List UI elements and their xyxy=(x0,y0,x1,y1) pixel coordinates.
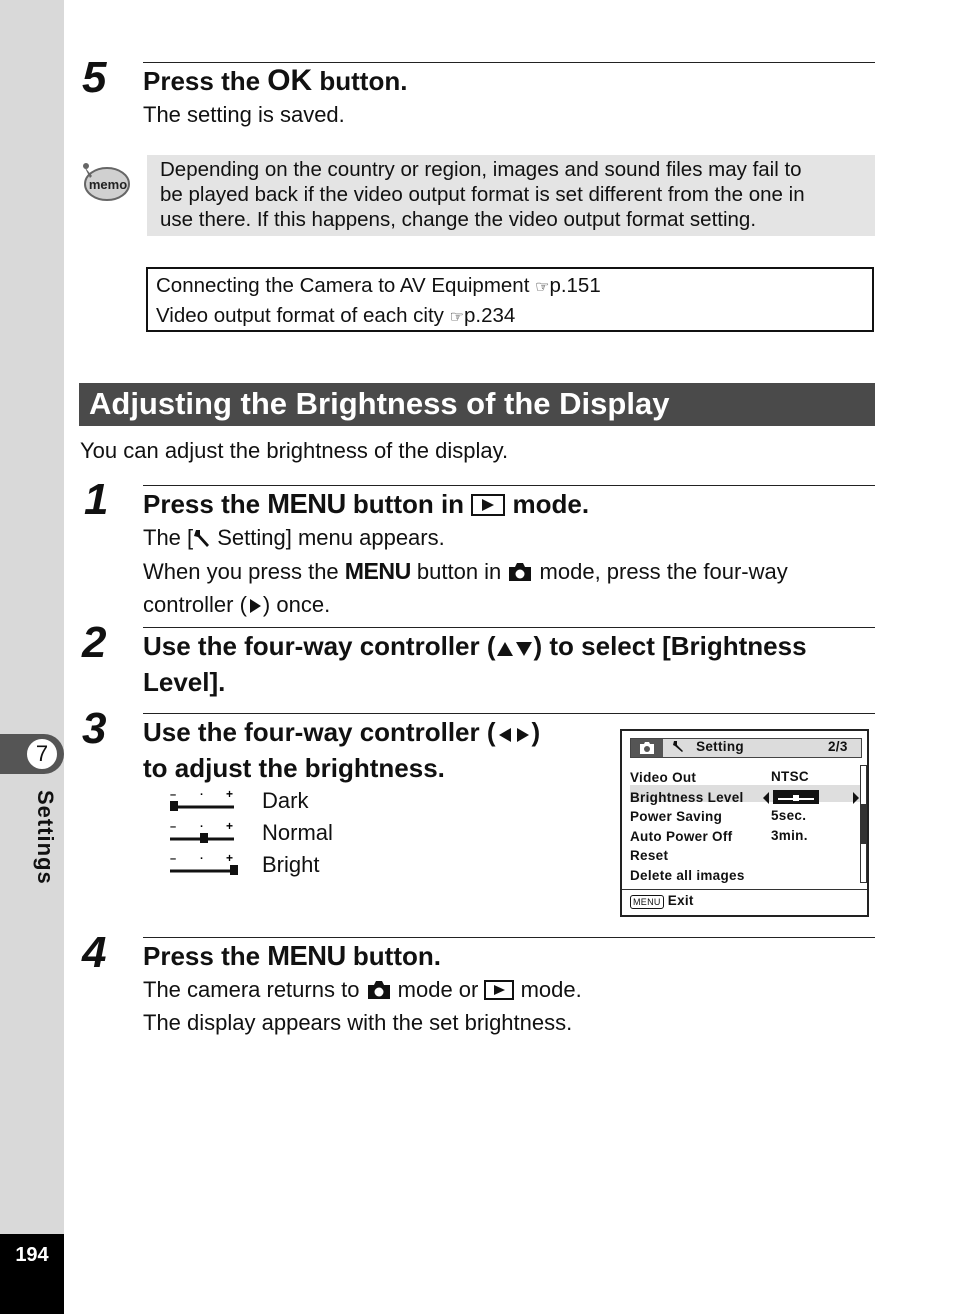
step2-rule xyxy=(143,627,875,628)
chapter-number: 7 xyxy=(25,737,59,771)
pointing-hand-icon: ☞ xyxy=(449,309,464,326)
step2-line: Level]. xyxy=(143,667,226,697)
step2-line xyxy=(143,630,878,666)
memo-line: Depending on the country or region, images and sound files may fail to xyxy=(160,158,802,181)
lcd-scrollbar-thumb[interactable] xyxy=(861,804,866,844)
text: mode, press the four-way xyxy=(533,559,788,584)
step4-rule xyxy=(143,937,875,938)
brightness-scale-icon xyxy=(168,789,238,815)
reference-page: p.151 xyxy=(549,274,601,297)
lcd-exit-label: Exit xyxy=(667,893,694,908)
menu-button-label: MENU xyxy=(344,558,411,584)
brightness-scale-icon xyxy=(168,821,238,847)
lcd-row-label[interactable]: Delete all images xyxy=(630,867,745,883)
step5-body: The setting is saved. xyxy=(143,102,345,127)
svg-text:·: · xyxy=(200,821,204,833)
svg-text:–: – xyxy=(170,821,177,833)
step1-title-end: mode. xyxy=(505,489,590,519)
playback-mode-icon xyxy=(471,491,505,524)
lcd-row-value: NTSC xyxy=(771,769,809,784)
step2-number: 2 xyxy=(82,618,107,667)
step4-number: 4 xyxy=(82,928,107,977)
lcd-header-title: Setting xyxy=(696,739,744,754)
step5-number: 5 xyxy=(82,53,107,102)
step4-title xyxy=(143,939,441,973)
step4-line: The display appears with the set brightness. xyxy=(143,1010,573,1035)
step1-body xyxy=(143,523,788,623)
lcd-brightness-slider[interactable] xyxy=(771,787,809,807)
step1-line xyxy=(143,556,788,590)
text: Setting] menu appears. xyxy=(211,525,445,550)
step3-line: to adjust the brightness. xyxy=(143,753,445,783)
text: The [ xyxy=(143,525,194,550)
camera-mode-icon xyxy=(366,978,392,1008)
section-intro: You can adjust the brightness of the display. xyxy=(80,438,509,463)
lcd-camera-tab xyxy=(631,739,663,757)
lcd-row-label[interactable]: Reset xyxy=(630,848,669,863)
text: Use the four-way controller ( xyxy=(143,631,496,661)
memo-line: use there. If this happens, change the video output format setting. xyxy=(160,208,757,231)
step1-title-text: Press the xyxy=(143,489,268,519)
right-arrow-icon xyxy=(514,719,532,752)
step1-number: 1 xyxy=(84,475,109,524)
lcd-row-label[interactable]: Video Out xyxy=(630,770,697,785)
step2-title xyxy=(143,630,878,699)
brightness-marker xyxy=(170,801,178,811)
svg-text:–: – xyxy=(170,789,177,801)
step5-title xyxy=(143,64,407,98)
menu-button-label: MENU xyxy=(267,488,346,519)
left-arrow-icon xyxy=(496,719,514,752)
ok-button-label: OK xyxy=(267,64,313,97)
step1-title xyxy=(143,487,589,524)
reference-text: Connecting the Camera to AV Equipment xyxy=(156,274,536,297)
reference-list xyxy=(156,272,601,332)
lcd-page-indicator: 2/3 xyxy=(828,739,848,754)
lcd-row-label[interactable]: Auto Power Off xyxy=(630,828,733,844)
menu-button-label: MENU xyxy=(267,940,346,971)
text: The camera returns to xyxy=(143,977,366,1002)
lcd-footer-divider xyxy=(622,889,867,890)
page-number: 194 xyxy=(15,1244,49,1266)
right-arrow-icon xyxy=(247,593,263,623)
text: button in xyxy=(410,559,508,584)
lcd-row-label[interactable]: Brightness Level xyxy=(630,789,744,805)
level-label: Dark xyxy=(262,788,309,813)
brightness-level-bright xyxy=(168,850,368,882)
brightness-marker xyxy=(200,833,208,843)
level-label: Bright xyxy=(262,852,320,877)
down-arrow-icon xyxy=(514,633,534,666)
section-title: Adjusting the Brightness of the Display xyxy=(89,386,670,421)
text: ) to select [Brightness xyxy=(533,631,807,661)
up-arrow-icon xyxy=(496,633,514,666)
step3-line xyxy=(143,716,603,752)
camera-lcd-screen xyxy=(620,729,869,917)
step5-title-end: button. xyxy=(312,66,408,96)
step5-rule xyxy=(143,62,875,63)
level-label: Normal xyxy=(262,820,333,845)
step4-line xyxy=(143,975,582,1008)
reference-text: Video output format of each city xyxy=(156,304,450,327)
svg-text:+: + xyxy=(226,789,234,801)
step4-title-text: Press the xyxy=(143,941,268,971)
text: When you press the xyxy=(143,559,345,584)
reference-item[interactable] xyxy=(156,302,601,332)
lcd-menu-labels xyxy=(630,768,745,885)
text: controller ( xyxy=(143,592,247,617)
playback-mode-icon xyxy=(484,978,514,1008)
lcd-row-label[interactable]: Power Saving xyxy=(630,809,723,824)
reference-page: p.234 xyxy=(463,304,516,327)
step3-title xyxy=(143,716,603,785)
wrench-icon xyxy=(193,526,211,556)
step1-line xyxy=(143,590,788,623)
text: mode or xyxy=(391,977,485,1002)
wrench-icon xyxy=(672,740,684,758)
memo-line: be played back if the video output format is set different from the one in xyxy=(160,183,805,206)
chapter-label: Settings xyxy=(33,790,58,885)
brightness-level-list xyxy=(168,786,368,882)
camera-icon xyxy=(631,739,663,757)
lcd-footer xyxy=(630,892,694,910)
camera-mode-icon xyxy=(507,560,533,590)
step1-rule xyxy=(143,485,875,486)
lcd-menu-values xyxy=(771,767,809,845)
step5-title-text: Press the xyxy=(143,66,268,96)
text: ) once. xyxy=(262,592,331,617)
memo-text xyxy=(160,157,868,232)
text: mode. xyxy=(514,977,582,1002)
brightness-marker xyxy=(230,865,238,875)
brightness-scale-icon xyxy=(168,853,238,879)
step1-title-mid: button in xyxy=(345,489,472,519)
lcd-setting-tab xyxy=(672,738,744,758)
text: ) xyxy=(531,717,541,747)
brightness-level-normal xyxy=(168,818,368,850)
side-tab xyxy=(0,0,64,1234)
svg-text:memo: memo xyxy=(88,177,128,192)
svg-text:·: · xyxy=(200,789,204,801)
step3-number: 3 xyxy=(82,704,107,753)
step4-body xyxy=(143,975,582,1038)
lcd-scrollbar[interactable] xyxy=(860,765,867,883)
svg-text:+: + xyxy=(226,853,234,865)
left-arrow-icon xyxy=(763,790,769,810)
step4-title-end: button. xyxy=(345,941,441,971)
right-arrow-icon xyxy=(853,790,859,810)
text: Use the four-way controller ( xyxy=(143,717,496,747)
pointing-hand-icon: ☞ xyxy=(535,279,550,296)
step3-rule xyxy=(143,713,875,714)
lcd-row-value: 5sec. xyxy=(771,808,807,823)
svg-text:–: – xyxy=(170,853,177,865)
menu-key-icon: MENU xyxy=(630,895,664,909)
lcd-row-value: 3min. xyxy=(771,827,808,843)
step1-line xyxy=(143,523,788,556)
reference-item[interactable] xyxy=(156,272,601,302)
svg-text:+: + xyxy=(226,821,234,833)
brightness-slider-icon xyxy=(773,790,819,804)
brightness-level-dark xyxy=(168,786,368,818)
svg-text:·: · xyxy=(200,853,204,865)
memo-icon xyxy=(80,160,132,204)
